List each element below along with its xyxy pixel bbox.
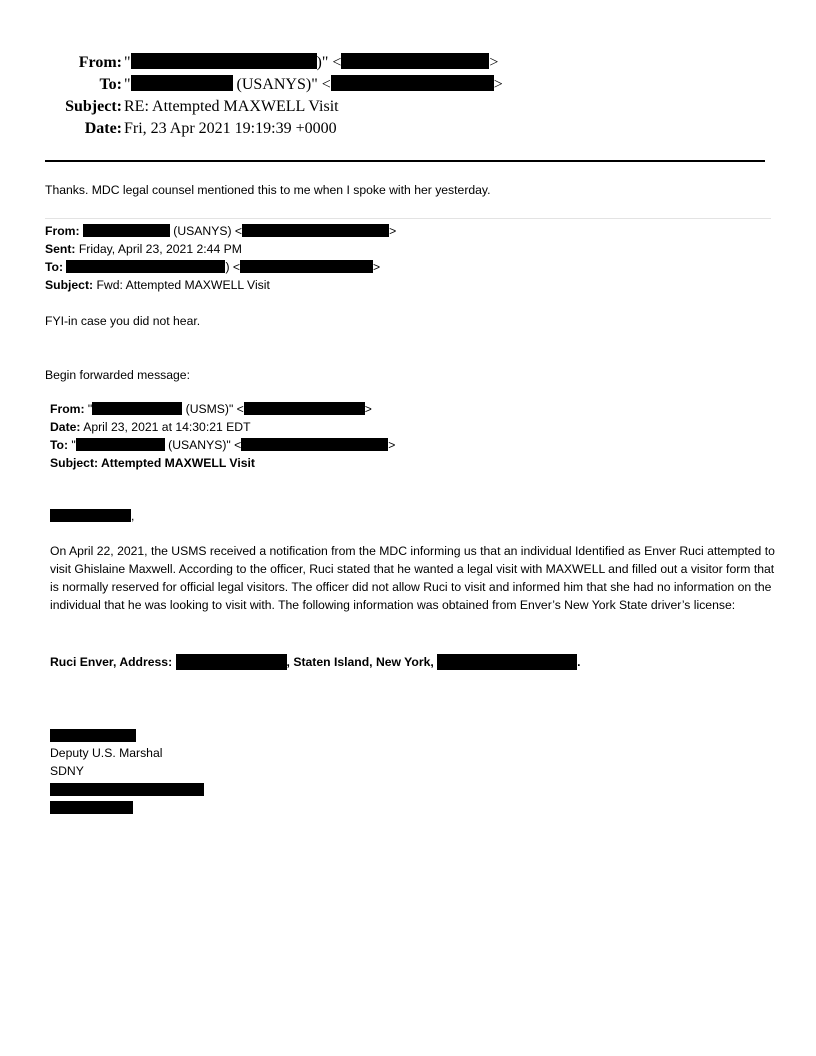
- header-date-row: [0, 118, 816, 140]
- fwd1-to-line: [45, 258, 380, 276]
- angle-close: >: [389, 224, 397, 238]
- begin-forwarded-text: Begin forwarded message:: [45, 368, 190, 382]
- fwd1-from-label: From:: [45, 224, 80, 238]
- redaction-bar: [437, 654, 577, 670]
- redaction-bar: [50, 783, 204, 796]
- fwd1-body-text: FYI-in case you did not hear.: [45, 314, 201, 328]
- header-from-row: [0, 52, 816, 74]
- fwd2-date-line: [50, 418, 251, 436]
- redaction-bar: [50, 729, 136, 742]
- fwd1-subject-value: Fwd: Attempted MAXWELL Visit: [93, 278, 270, 292]
- redaction-bar: [341, 53, 489, 69]
- angle-close: >: [373, 260, 381, 274]
- header-to-label: To:: [99, 76, 122, 93]
- quote-mark: ": [124, 76, 131, 93]
- redaction-bar: [76, 438, 165, 451]
- redaction-bar: [331, 75, 494, 91]
- redaction-bar: [244, 402, 365, 415]
- signature-contact-1: [50, 781, 204, 799]
- header-date-label: Date:: [84, 120, 122, 137]
- fwd1-sent-line: [45, 240, 242, 258]
- angle-close: >: [493, 76, 503, 93]
- fwd2-to-label: To:: [50, 438, 69, 452]
- address-city: , Staten Island, New York,: [286, 655, 434, 669]
- signature-contact-2: [50, 799, 133, 817]
- signature-name: [50, 727, 136, 745]
- salutation-comma: ,: [131, 509, 135, 523]
- header-subject-label: Subject:: [65, 98, 122, 115]
- message-separator: [45, 218, 771, 219]
- header-to-row: [0, 74, 816, 96]
- fwd1-sent-value: Friday, April 23, 2021 2:44 PM: [75, 242, 242, 256]
- signature-office: SDNY: [50, 764, 84, 778]
- address-end: .: [577, 655, 581, 669]
- fwd1-subject-line: [45, 276, 270, 294]
- header-from-value: [124, 52, 498, 74]
- fwd1-to-separator: ) <: [225, 260, 240, 274]
- reply-text: Thanks. MDC legal counsel mentioned this to me when I spoke with her yesterday.: [45, 183, 491, 197]
- angle-close: >: [489, 54, 499, 71]
- address-label: Ruci Enver, Address:: [50, 655, 173, 669]
- redaction-bar: [131, 53, 317, 69]
- quote-mark: ": [84, 402, 93, 416]
- redaction-bar: [176, 654, 287, 670]
- header-from-separator: )" <: [316, 54, 342, 71]
- quote-mark: ": [68, 438, 76, 452]
- header-to-org: (USANYS)" <: [232, 76, 331, 93]
- angle-close: >: [388, 438, 396, 452]
- fwd2-date-label: Date:: [50, 420, 81, 434]
- header-subject-value: RE: Attempted MAXWELL Visit: [124, 98, 339, 115]
- fwd2-to-org: (USANYS)" <: [164, 438, 242, 452]
- incident-paragraph: On April 22, 2021, the USMS received a notification from the MDC informing us that an individual Identified as Enver Ruci attempted to visit Ghislaine Maxwell. According to the officer, Ruci stated that he wanted a legal visit with MAXWELL and filled out a visitor form that is normally reserved for official legal visitors. The officer did not allow Ruci to visit and informed him that she had no information on the individual that he was looking to visit with. The following information was obtained from Enver’s New York State driver’s license:: [50, 544, 775, 612]
- header-date-value: Fri, 23 Apr 2021 19:19:39 +0000: [124, 120, 337, 137]
- email-header: [0, 52, 816, 140]
- address-line: [50, 653, 581, 671]
- redaction-bar: [66, 260, 225, 273]
- redaction-bar: [242, 224, 389, 237]
- fwd1-sent-label: Sent:: [45, 242, 76, 256]
- redaction-bar: [50, 509, 131, 522]
- fwd1-to-label: To:: [45, 260, 64, 274]
- header-from-label: From:: [78, 54, 122, 71]
- signature-title: Deputy U.S. Marshal: [50, 746, 163, 760]
- header-divider: [45, 160, 765, 162]
- redaction-bar: [50, 801, 133, 814]
- fwd2-subject-line: [50, 454, 255, 472]
- redaction-bar: [241, 438, 388, 451]
- fwd1-subject-label: Subject:: [45, 278, 94, 292]
- fwd2-date-value: April 23, 2021 at 14:30:21 EDT: [80, 420, 251, 434]
- redaction-bar: [83, 224, 170, 237]
- header-to-value: [124, 74, 503, 96]
- fwd1-from-line: [45, 222, 396, 240]
- salutation: [50, 507, 134, 525]
- fwd2-from-line: [50, 400, 372, 418]
- header-subject-row: [0, 96, 816, 118]
- quote-mark: ": [124, 54, 131, 71]
- fwd2-subject-value: Subject: Attempted MAXWELL Visit: [50, 456, 255, 470]
- angle-close: >: [364, 402, 372, 416]
- redaction-bar: [131, 75, 233, 91]
- redaction-bar: [92, 402, 182, 415]
- fwd2-to-line: [50, 436, 395, 454]
- redaction-bar: [240, 260, 373, 273]
- fwd2-from-label: From:: [50, 402, 85, 416]
- fwd1-from-org: (USANYS) <: [169, 224, 243, 238]
- fwd2-from-org: (USMS)" <: [182, 402, 244, 416]
